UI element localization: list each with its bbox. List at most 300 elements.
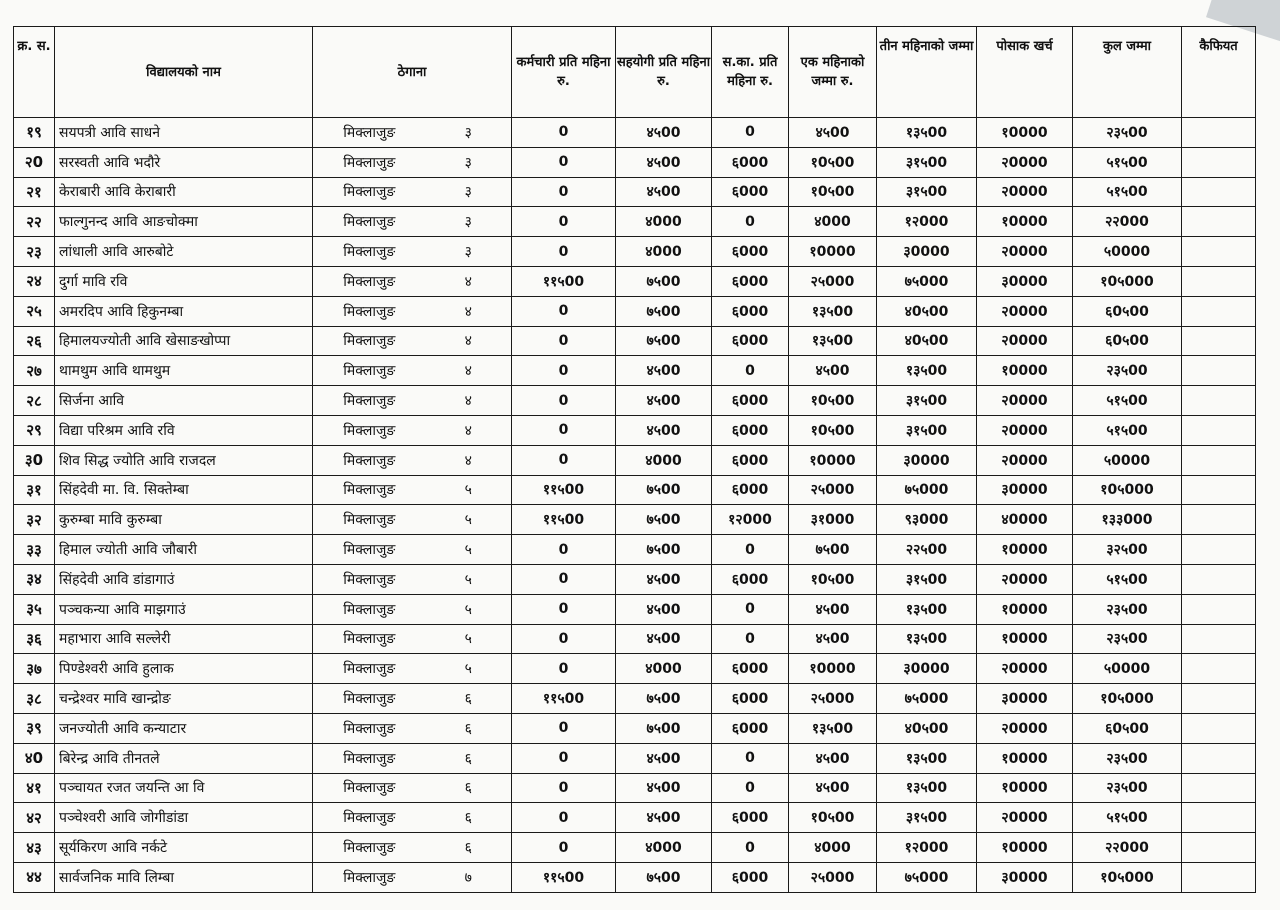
row-three-month-total: ३0000 [877,237,977,267]
row-helper-monthly: ७५00 [616,713,712,743]
row-one-month-total: १0000 [789,237,877,267]
row-one-month-total: १0५00 [789,147,877,177]
row-address: मिक्लाजुङ [313,475,426,505]
row-sk-monthly: 0 [712,833,789,863]
table-row [14,624,1256,654]
row-remarks [1182,594,1256,624]
row-sk-monthly: ६000 [712,475,789,505]
row-staff-monthly: 0 [512,564,616,594]
row-grand-total: १0५000 [1073,266,1182,296]
row-school-name: सिंहदेवी आवि डांडागाउं [55,564,313,594]
row-uniform-expense: १0000 [977,833,1073,863]
row-school-name: थामथुम आवि थामथुम [55,356,313,386]
row-uniform-expense: १0000 [977,118,1073,148]
table-row [14,594,1256,624]
row-remarks [1182,177,1256,207]
row-helper-monthly: ४५00 [616,624,712,654]
row-ward-number: ३ [426,237,512,267]
row-remarks [1182,118,1256,148]
row-uniform-expense: १0000 [977,743,1073,773]
row-staff-monthly: 0 [512,654,616,684]
row-three-month-total: ३0000 [877,445,977,475]
row-one-month-total: २५000 [789,266,877,296]
row-helper-monthly: ७५00 [616,475,712,505]
row-school-name: महाभारा आवि सल्लेरी [55,624,313,654]
header-grand-total: कुल जम्मा [1073,27,1182,118]
row-remarks [1182,833,1256,863]
row-helper-monthly: ७५00 [616,266,712,296]
row-one-month-total: १0५00 [789,564,877,594]
row-school-name: पञ्चायत रजत जयन्ति आ वि [55,773,313,803]
row-sk-monthly: ६000 [712,862,789,892]
row-grand-total: ५१५00 [1073,564,1182,594]
row-three-month-total: २२५00 [877,535,977,565]
row-one-month-total: १0000 [789,654,877,684]
row-three-month-total: ७५000 [877,862,977,892]
row-remarks [1182,386,1256,416]
row-one-month-total: १0000 [789,445,877,475]
row-helper-monthly: ४000 [616,654,712,684]
row-serial-number: ४0 [14,743,55,773]
row-three-month-total: ७५000 [877,684,977,714]
row-uniform-expense: ३0000 [977,266,1073,296]
row-remarks [1182,654,1256,684]
row-staff-monthly: ११५00 [512,862,616,892]
row-serial-number: ३९ [14,713,55,743]
row-ward-number: ६ [426,713,512,743]
row-grand-total: २३५00 [1073,624,1182,654]
row-serial-number: २७ [14,356,55,386]
row-ward-number: ४ [426,386,512,416]
row-three-month-total: १३५00 [877,594,977,624]
row-one-month-total: ४५00 [789,773,877,803]
row-grand-total: ६0५00 [1073,296,1182,326]
row-ward-number: ३ [426,147,512,177]
row-grand-total: १0५000 [1073,862,1182,892]
row-one-month-total: १0५00 [789,415,877,445]
header-sk-monthly: स.का. प्रति महिना रु. [712,27,789,118]
row-staff-monthly: ११५00 [512,475,616,505]
row-ward-number: ४ [426,445,512,475]
row-three-month-total: ७५000 [877,266,977,296]
row-school-name: दुर्गा मावि रवि [55,266,313,296]
row-remarks [1182,535,1256,565]
row-three-month-total: १३५00 [877,356,977,386]
row-three-month-total: ३१५00 [877,564,977,594]
row-serial-number: २२ [14,207,55,237]
table-row [14,445,1256,475]
row-sk-monthly: १२000 [712,505,789,535]
row-school-name: अमरदिप आवि हिकुनम्बा [55,296,313,326]
row-ward-number: ४ [426,356,512,386]
row-ward-number: ६ [426,684,512,714]
row-ward-number: ६ [426,803,512,833]
table-row [14,475,1256,505]
row-helper-monthly: ४५00 [616,147,712,177]
row-one-month-total: २५000 [789,862,877,892]
row-sk-monthly: ६000 [712,266,789,296]
row-serial-number: २३ [14,237,55,267]
row-three-month-total: १३५00 [877,773,977,803]
table-row [14,833,1256,863]
table-row [14,207,1256,237]
row-remarks [1182,773,1256,803]
row-staff-monthly: 0 [512,177,616,207]
row-three-month-total: १३५00 [877,743,977,773]
row-school-name: पञ्चेश्वरी आवि जोगीडांडा [55,803,313,833]
row-sk-monthly: ६000 [712,147,789,177]
row-school-name: कुरुम्बा मावि कुरुम्बा [55,505,313,535]
row-ward-number: ५ [426,535,512,565]
row-sk-monthly: ६000 [712,415,789,445]
row-uniform-expense: १0000 [977,535,1073,565]
row-ward-number: ४ [426,415,512,445]
row-one-month-total: २५000 [789,684,877,714]
row-three-month-total: ७५000 [877,475,977,505]
row-uniform-expense: २0000 [977,654,1073,684]
row-staff-monthly: 0 [512,743,616,773]
row-address: मिक्लाजुङ [313,624,426,654]
row-serial-number: ४३ [14,833,55,863]
header-three-month-total: तीन महिनाको जम्मा [877,27,977,118]
row-staff-monthly: 0 [512,207,616,237]
row-address: मिक्लाजुङ [313,266,426,296]
row-sk-monthly: ६000 [712,564,789,594]
row-sk-monthly: ६000 [712,445,789,475]
row-staff-monthly: 0 [512,445,616,475]
row-staff-monthly: ११५00 [512,684,616,714]
row-one-month-total: ४५00 [789,743,877,773]
row-staff-monthly: 0 [512,326,616,356]
table-header-row [14,27,1256,118]
row-grand-total: २३५00 [1073,594,1182,624]
row-sk-monthly: ६000 [712,326,789,356]
row-staff-monthly: 0 [512,147,616,177]
row-helper-monthly: ४५00 [616,356,712,386]
row-helper-monthly: ४५00 [616,118,712,148]
row-ward-number: ४ [426,266,512,296]
row-school-name: पिण्डेश्वरी आवि हुलाक [55,654,313,684]
row-ward-number: ५ [426,654,512,684]
row-remarks [1182,475,1256,505]
row-sk-monthly: 0 [712,118,789,148]
row-remarks [1182,356,1256,386]
row-uniform-expense: १0000 [977,356,1073,386]
row-address: मिक्लाजुङ [313,386,426,416]
row-school-name: शिव सिद्ध ज्योति आवि राजदल [55,445,313,475]
row-three-month-total: १२000 [877,833,977,863]
table-row [14,654,1256,684]
row-serial-number: ३१ [14,475,55,505]
row-grand-total: ५0000 [1073,237,1182,267]
row-remarks [1182,862,1256,892]
row-ward-number: ५ [426,505,512,535]
row-uniform-expense: १0000 [977,594,1073,624]
row-staff-monthly: 0 [512,773,616,803]
row-remarks [1182,266,1256,296]
row-ward-number: ३ [426,207,512,237]
row-one-month-total: १0५00 [789,177,877,207]
row-staff-monthly: 0 [512,803,616,833]
row-staff-monthly: 0 [512,386,616,416]
row-remarks [1182,415,1256,445]
row-remarks [1182,237,1256,267]
row-three-month-total: ३१५00 [877,803,977,833]
row-one-month-total: ४५00 [789,594,877,624]
row-uniform-expense: ३0000 [977,684,1073,714]
row-helper-monthly: ४५00 [616,743,712,773]
row-uniform-expense: २0000 [977,445,1073,475]
row-uniform-expense: २0000 [977,415,1073,445]
row-serial-number: १९ [14,118,55,148]
row-address: मिक्लाजुङ [313,594,426,624]
row-school-name: केराबारी आवि केराबारी [55,177,313,207]
row-grand-total: ६0५00 [1073,326,1182,356]
row-serial-number: ३५ [14,594,55,624]
row-address: मिक्लाजुङ [313,862,426,892]
row-sk-monthly: ६000 [712,654,789,684]
row-address: मिक्लाजुङ [313,356,426,386]
row-sk-monthly: 0 [712,356,789,386]
row-helper-monthly: ४000 [616,237,712,267]
row-uniform-expense: ३0000 [977,475,1073,505]
row-helper-monthly: ७५00 [616,326,712,356]
row-serial-number: २१ [14,177,55,207]
row-remarks [1182,296,1256,326]
row-ward-number: ६ [426,743,512,773]
row-staff-monthly: 0 [512,833,616,863]
row-ward-number: ४ [426,296,512,326]
row-grand-total: ५१५00 [1073,415,1182,445]
row-one-month-total: २५000 [789,475,877,505]
row-sk-monthly: 0 [712,743,789,773]
row-one-month-total: ४५00 [789,356,877,386]
row-staff-monthly: 0 [512,594,616,624]
row-three-month-total: १३५00 [877,118,977,148]
row-remarks [1182,803,1256,833]
row-three-month-total: ३१५00 [877,147,977,177]
table-row [14,296,1256,326]
row-school-name: फाल्गुनन्द आवि आङचोक्मा [55,207,313,237]
row-sk-monthly: ६000 [712,177,789,207]
row-address: मिक्लाजुङ [313,803,426,833]
header-address: ठेगाना [313,27,512,118]
row-helper-monthly: ४000 [616,445,712,475]
row-grand-total: ३२५00 [1073,535,1182,565]
row-grand-total: २२000 [1073,833,1182,863]
row-serial-number: २९ [14,415,55,445]
row-school-name: लांधाली आवि आरुबोटे [55,237,313,267]
row-address: मिक्लाजुङ [313,564,426,594]
row-address: मिक्लाजुङ [313,743,426,773]
row-one-month-total: ७५00 [789,535,877,565]
table-row [14,386,1256,416]
row-serial-number: ३0 [14,445,55,475]
header-one-month-total: एक महिनाको जम्मा रु. [789,27,877,118]
row-sk-monthly: 0 [712,207,789,237]
row-address: मिक्लाजुङ [313,326,426,356]
row-uniform-expense: २0000 [977,386,1073,416]
row-serial-number: २८ [14,386,55,416]
row-helper-monthly: ४५00 [616,594,712,624]
row-uniform-expense: २0000 [977,147,1073,177]
row-grand-total: १३३000 [1073,505,1182,535]
row-grand-total: ५१५00 [1073,147,1182,177]
row-remarks [1182,207,1256,237]
row-uniform-expense: २0000 [977,296,1073,326]
header-staff-monthly: कर्मचारी प्रति महिना रु. [512,27,616,118]
row-school-name: सार्वजनिक मावि लिम्बा [55,862,313,892]
row-address: मिक्लाजुङ [313,177,426,207]
table-row [14,147,1256,177]
row-serial-number: ३६ [14,624,55,654]
row-ward-number: ३ [426,177,512,207]
row-sk-monthly: 0 [712,535,789,565]
row-uniform-expense: ४0000 [977,505,1073,535]
row-uniform-expense: २0000 [977,177,1073,207]
row-helper-monthly: ४५00 [616,803,712,833]
table-row [14,535,1256,565]
row-grand-total: ५१५00 [1073,386,1182,416]
row-sk-monthly: ६000 [712,803,789,833]
row-remarks [1182,445,1256,475]
row-address: मिक्लाजुङ [313,445,426,475]
row-address: मिक्लाजुङ [313,833,426,863]
row-grand-total: ५0000 [1073,654,1182,684]
row-helper-monthly: ७५00 [616,862,712,892]
row-school-name: सूर्यकिरण आवि नर्कटे [55,833,313,863]
row-serial-number: ३३ [14,535,55,565]
row-staff-monthly: ११५00 [512,505,616,535]
row-address: मिक्लाजुङ [313,684,426,714]
row-ward-number: ५ [426,594,512,624]
row-helper-monthly: ४५00 [616,177,712,207]
row-serial-number: ४१ [14,773,55,803]
row-school-name: हिमाल ज्योती आवि जौबारी [55,535,313,565]
table-row [14,266,1256,296]
header-remarks: कैफियत [1182,27,1256,118]
row-remarks [1182,147,1256,177]
row-remarks [1182,326,1256,356]
row-remarks [1182,505,1256,535]
row-helper-monthly: ४५00 [616,386,712,416]
row-school-name: चन्द्रेश्वर मावि खान्द्रोङ [55,684,313,714]
row-grand-total: १0५000 [1073,475,1182,505]
row-uniform-expense: २0000 [977,713,1073,743]
row-helper-monthly: ७५00 [616,505,712,535]
row-serial-number: ३७ [14,654,55,684]
row-one-month-total: १३५00 [789,713,877,743]
table-row [14,326,1256,356]
row-remarks [1182,684,1256,714]
row-school-name: बिरेन्द्र आवि तीनतले [55,743,313,773]
row-school-name: हिमालयज्योती आवि खेसाङखोप्पा [55,326,313,356]
row-one-month-total: ४५00 [789,118,877,148]
row-one-month-total: १३५00 [789,326,877,356]
row-grand-total: ५१५00 [1073,803,1182,833]
row-address: मिक्लाजुङ [313,535,426,565]
table-row [14,862,1256,892]
row-ward-number: ५ [426,475,512,505]
row-three-month-total: ४0५00 [877,326,977,356]
table-row [14,564,1256,594]
table-row [14,684,1256,714]
table-row [14,118,1256,148]
row-grand-total: ६0५00 [1073,713,1182,743]
row-ward-number: ५ [426,624,512,654]
row-helper-monthly: ४५00 [616,564,712,594]
row-staff-monthly: 0 [512,535,616,565]
row-serial-number: २0 [14,147,55,177]
table-row [14,356,1256,386]
row-three-month-total: ४0५00 [877,713,977,743]
row-staff-monthly: 0 [512,624,616,654]
row-uniform-expense: २0000 [977,237,1073,267]
row-one-month-total: ४५00 [789,624,877,654]
row-serial-number: ४२ [14,803,55,833]
row-school-name: विद्या परिश्रम आवि रवि [55,415,313,445]
row-one-month-total: ४000 [789,833,877,863]
row-uniform-expense: १0000 [977,773,1073,803]
row-grand-total: ५0000 [1073,445,1182,475]
row-grand-total: १0५000 [1073,684,1182,714]
row-sk-monthly: 0 [712,773,789,803]
row-sk-monthly: ६000 [712,386,789,416]
row-uniform-expense: १0000 [977,624,1073,654]
row-sk-monthly: ६000 [712,713,789,743]
table-row [14,505,1256,535]
row-serial-number: २६ [14,326,55,356]
row-sk-monthly: ६000 [712,237,789,267]
row-three-month-total: ३१५00 [877,177,977,207]
row-one-month-total: १0५00 [789,803,877,833]
header-sn: क्र. स. [14,27,55,118]
row-remarks [1182,564,1256,594]
row-sk-monthly: ६000 [712,684,789,714]
row-grand-total: २३५00 [1073,743,1182,773]
row-ward-number: ७ [426,862,512,892]
row-sk-monthly: 0 [712,594,789,624]
row-remarks [1182,624,1256,654]
header-helper-monthly: सहयोगी प्रति महिना रु. [616,27,712,118]
row-one-month-total: १0५00 [789,386,877,416]
row-uniform-expense: २0000 [977,326,1073,356]
row-grand-total: २३५00 [1073,118,1182,148]
row-school-name: सिर्जना आवि [55,386,313,416]
row-grand-total: २३५00 [1073,773,1182,803]
row-uniform-expense: १0000 [977,207,1073,237]
row-one-month-total: ३१000 [789,505,877,535]
row-school-name: सिंहदेवी मा. वि. सिक्तेम्बा [55,475,313,505]
row-staff-monthly: ११५00 [512,266,616,296]
row-remarks [1182,713,1256,743]
table-row [14,415,1256,445]
row-three-month-total: ३१५00 [877,415,977,445]
row-ward-number: ६ [426,773,512,803]
row-serial-number: २५ [14,296,55,326]
row-serial-number: २४ [14,266,55,296]
row-address: मिक्लाजुङ [313,147,426,177]
row-sk-monthly: 0 [712,624,789,654]
row-school-name: सयपत्री आवि साधने [55,118,313,148]
row-address: मिक्लाजुङ [313,237,426,267]
table-row [14,743,1256,773]
row-one-month-total: ४000 [789,207,877,237]
row-grand-total: ५१५00 [1073,177,1182,207]
table-row [14,237,1256,267]
row-ward-number: ४ [426,326,512,356]
row-ward-number: ६ [426,833,512,863]
